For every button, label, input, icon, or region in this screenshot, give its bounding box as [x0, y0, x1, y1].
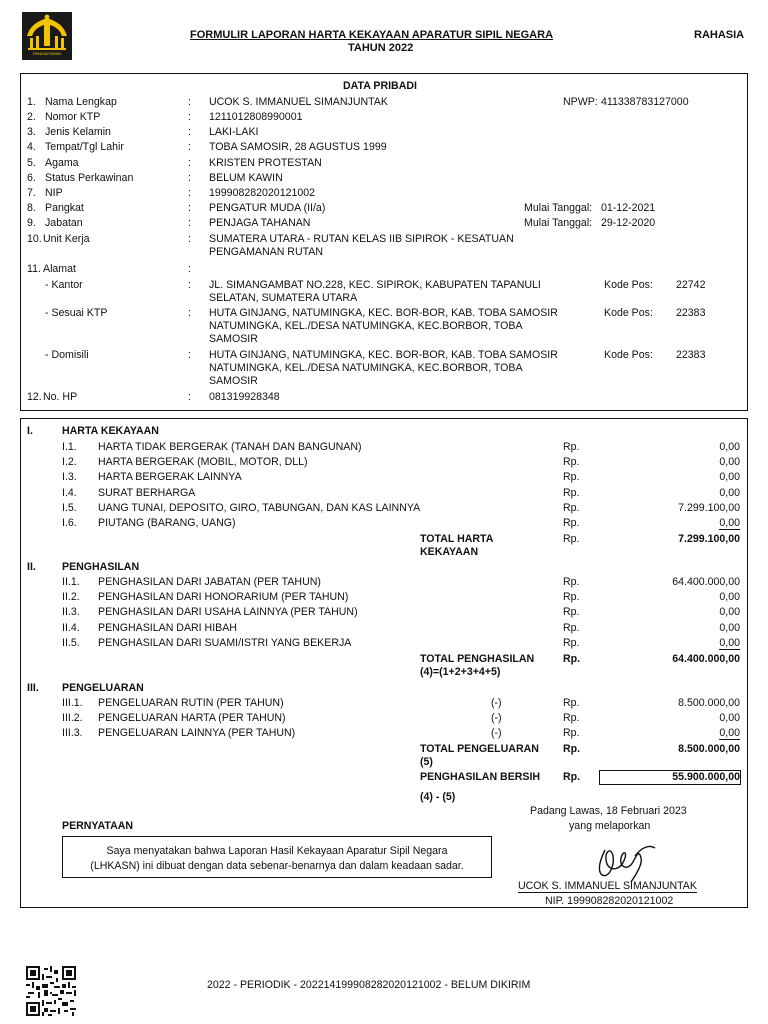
kodepos-label: Kode Pos: — [604, 279, 653, 291]
signature-role: yang melaporkan — [569, 820, 651, 832]
alamat-colon: : — [188, 263, 191, 275]
pengeluaran-item-label: PENGELUARAN LAINNYA (PER TAHUN) — [98, 727, 296, 740]
address-line: SAMOSIR — [209, 333, 258, 345]
address-type-label: - Domisili — [45, 349, 89, 361]
harta-item-label: HARTA BERGERAK LAINNYA — [98, 471, 242, 484]
harta-item-label: PIUTANG (BARANG, UANG) — [98, 517, 236, 529]
unit-label: Unit Kerja — [43, 233, 90, 245]
pengeluaran-total-amount: 8.500.000,00 — [678, 743, 740, 755]
pengeluaran-item-label: PENGELUARAN HARTA (PER TAHUN) — [98, 712, 286, 725]
harta-item-currency: Rp. — [563, 517, 580, 529]
pangkat-mulai-label: Mulai Tanggal: — [524, 202, 593, 214]
harta-item-amount: 0,00 — [719, 441, 740, 453]
pengeluaran-item-label: PENGELUARAN RUTIN (PER TAHUN) — [98, 697, 284, 709]
qr-code-icon — [26, 966, 76, 1016]
harta-item-label: HARTA TIDAK BERGERAK (TANAH DAN BANGUNAN) — [98, 441, 362, 453]
alamat-number: 11. — [27, 263, 41, 275]
penghasilan-item-currency: Rp. — [563, 636, 580, 649]
penghasilan-item-code: II.3. — [62, 606, 80, 619]
harta-section-title: HARTA KEKAYAAN — [62, 425, 159, 437]
address-type-label: - Sesuai KTP — [45, 307, 108, 319]
penghasilan-item-amount: 0,00 — [719, 636, 740, 649]
form-title: FORMULIR LAPORAN HARTA KEKAYAAN APARATUR SIPIL NEGARA — [190, 29, 554, 41]
penghasilan-item-amount: 0,00 — [719, 591, 740, 604]
penghasilan-item-currency: Rp. — [563, 591, 580, 604]
pengeluaran-item-sign: (-) — [491, 712, 502, 725]
unit-number: 10. — [27, 233, 42, 245]
bersih-currency: Rp. — [563, 771, 581, 783]
pengeluaran-total-label: TOTAL PENGELUARAN — [420, 743, 539, 755]
address-line: JL. SIMANGAMBAT NO.228, KEC. SIPIROK, KABUPATEN TAPANULI — [209, 279, 541, 291]
harta-item-label: SURAT BERHARGA — [98, 486, 196, 499]
personal-row-label: Nama Lengkap — [45, 96, 117, 108]
npwp-value: 411338783127000 — [601, 96, 689, 108]
pengeluaran-item-code: III.3. — [62, 727, 83, 740]
pengeluaran-item-amount: 0,00 — [719, 727, 740, 740]
pengeluaran-item-amount: 8.500.000,00 — [678, 697, 740, 709]
personal-row-label: Tempat/Tgl Lahir — [45, 141, 124, 153]
signature-nip: NIP. 199908282020121002 — [545, 895, 674, 907]
pernyataan-box — [62, 836, 492, 878]
address-colon: : — [188, 349, 191, 361]
penghasilan-total-amount: 64.400.000,00 — [672, 653, 740, 665]
hp-label: No. HP — [43, 391, 78, 403]
address-line: SELATAN, SUMATERA UTARA — [209, 292, 358, 304]
personal-section-title: DATA PRIBADI — [343, 80, 417, 92]
personal-row-number: 3. — [27, 126, 36, 138]
personal-row-label: Agama — [45, 157, 79, 169]
harta-total-amount: 7.299.100,00 — [678, 533, 740, 545]
address-line: NATUMINGKA, KEL./DESA NATUMINGKA, KEC.BORBOR, TOBA — [209, 320, 523, 332]
harta-item-amount: 0,00 — [719, 456, 740, 469]
penghasilan-total-label-2: (4)=(1+2+3+4+5) — [420, 666, 501, 678]
personal-row-number: 7. — [27, 187, 36, 199]
penghasilan-item-currency: Rp. — [563, 576, 580, 588]
bersih-label: PENGHASILAN BERSIH — [420, 771, 541, 783]
pengeluaran-section-title: PENGELUARAN — [62, 682, 144, 694]
jabatan-mulai-label: Mulai Tanggal: — [524, 217, 593, 229]
harta-item-currency: Rp. — [563, 441, 580, 453]
hp-value: 081319928348 — [209, 391, 280, 403]
harta-section-number: I. — [27, 425, 33, 437]
npwp-label: NPWP: — [563, 96, 598, 108]
form-year: TAHUN 2022 — [348, 42, 414, 54]
pernyataan-title: PERNYATAAN — [62, 820, 134, 832]
personal-row-value: TOBA SAMOSIR, 28 AGUSTUS 1999 — [209, 141, 387, 153]
personal-row-number: 1. — [27, 96, 36, 108]
personal-row-number: 8. — [27, 202, 36, 214]
bersih-formula: (4) - (5) — [420, 791, 456, 803]
address-colon: : — [188, 279, 191, 291]
personal-row-colon: : — [188, 187, 191, 199]
pernyataan-line-1: Saya menyatakan bahwa Laporan Hasil Kekayaan Aparatur Sipil Negara — [106, 845, 448, 857]
personal-row-colon: : — [188, 126, 191, 138]
harta-total-label: TOTAL HARTA — [420, 533, 494, 545]
handwritten-signature-icon — [585, 828, 665, 884]
harta-item-amount: 0,00 — [719, 486, 740, 499]
pengeluaran-item-sign: (-) — [491, 697, 502, 709]
address-type-label: - Kantor — [45, 279, 83, 291]
personal-row-label: Jabatan — [45, 217, 83, 229]
personal-row-colon: : — [188, 172, 191, 184]
personal-row-number: 2. — [27, 111, 36, 123]
penghasilan-item-code: II.4. — [62, 621, 80, 634]
penghasilan-section-number: II. — [27, 561, 36, 573]
penghasilan-item-label: PENGHASILAN DARI SUAMI/ISTRI YANG BEKERJA — [98, 636, 352, 649]
penghasilan-total-label: TOTAL PENGHASILAN — [420, 653, 535, 665]
personal-row-value: LAKI-LAKI — [209, 126, 259, 138]
personal-row-label: Pangkat — [45, 202, 84, 214]
personal-row-label: Status Perkawinan — [45, 172, 134, 184]
penghasilan-item-label: PENGHASILAN DARI JABATAN (PER TAHUN) — [98, 576, 321, 588]
harta-item-code: I.4. — [62, 486, 77, 499]
pengeluaran-item-amount: 0,00 — [719, 712, 740, 725]
address-colon: : — [188, 307, 191, 319]
harta-total-currency: Rp. — [563, 533, 580, 545]
penghasilan-item-label: PENGHASILAN DARI HIBAH — [98, 621, 237, 634]
harta-item-amount: 7.299.100,00 — [678, 501, 740, 514]
personal-row-colon: : — [188, 202, 191, 214]
personal-row-label: NIP — [45, 187, 63, 199]
personal-row-value: PENJAGA TAHANAN — [209, 217, 311, 229]
harta-item-currency: Rp. — [563, 501, 580, 514]
logo — [22, 12, 72, 60]
personal-row-value: BELUM KAWIN — [209, 172, 283, 184]
unit-colon: : — [188, 233, 191, 245]
alamat-label: Alamat — [43, 263, 76, 275]
signature-name: UCOK S. IMMANUEL SIMANJUNTAK — [518, 880, 697, 892]
kodepos-value: 22383 — [676, 307, 706, 319]
penghasilan-item-amount: 0,00 — [719, 621, 740, 634]
personal-row-value: 1211012808990001 — [209, 111, 303, 123]
harta-item-currency: Rp. — [563, 456, 580, 469]
personal-row-number: 5. — [27, 157, 36, 169]
pangkat-mulai-value: 01-12-2021 — [601, 202, 656, 214]
pengeluaran-total-currency: Rp. — [563, 743, 581, 755]
kodepos-label: Kode Pos: — [604, 307, 653, 319]
harta-item-currency: Rp. — [563, 486, 580, 499]
personal-row-colon: : — [188, 157, 191, 169]
personal-row-value: KRISTEN PROTESTAN — [209, 157, 322, 169]
penghasilan-item-amount: 64.400.000,00 — [672, 576, 740, 588]
harta-item-amount: 0,00 — [719, 471, 740, 484]
pengeluaran-item-currency: Rp. — [563, 697, 580, 709]
pengeluaran-item-sign: (-) — [491, 727, 502, 740]
pernyataan-line-2: (LHKASN) ini dibuat dengan data sebenar-benarnya dan dalam keadaan sadar. — [90, 860, 464, 872]
penghasilan-item-amount: 0,00 — [719, 606, 740, 619]
pengeluaran-item-code: III.2. — [62, 712, 83, 725]
pengeluaran-total-label-2: (5) — [420, 756, 433, 768]
footer-code: 2022 - PERIODIK - 2022141999082820201210​02 - BELUM DIKIRIM — [207, 979, 531, 991]
harta-item-code: I.2. — [62, 456, 77, 469]
personal-row-label: Nomor KTP — [45, 111, 101, 123]
address-line: SAMOSIR — [209, 375, 258, 387]
personal-row-colon: : — [188, 96, 191, 108]
personal-row-number: 6. — [27, 172, 36, 184]
pengeluaran-item-currency: Rp. — [563, 712, 580, 725]
personal-row-value: 199908282020121002 — [209, 187, 316, 199]
personal-row-value: UCOK S. IMMANUEL SIMANJUNTAK — [209, 96, 388, 108]
pengeluaran-section-number: III. — [27, 682, 39, 694]
unit-value-line-1: SUMATERA UTARA - RUTAN KELAS IIB SIPIROK - KESATUAN — [209, 233, 514, 245]
personal-row-colon: : — [188, 217, 191, 229]
personal-row-number: 9. — [27, 217, 36, 229]
penghasilan-item-currency: Rp. — [563, 621, 580, 634]
penghasilan-item-code: II.1. — [62, 576, 80, 588]
penghasilan-total-currency: Rp. — [563, 653, 581, 665]
address-line: HUTA GINJANG, NATUMINGKA, KEC. BOR-BOR, KAB. TOBA SAMOSIR — [209, 349, 558, 361]
harta-item-code: I.6. — [62, 517, 77, 529]
kodepos-value: 22383 — [676, 349, 706, 361]
penghasilan-item-code: II.5. — [62, 636, 80, 649]
harta-item-label: HARTA BERGERAK (MOBIL, MOTOR, DLL) — [98, 456, 308, 469]
signature-place-date: Padang Lawas, 18 Februari 2023 — [530, 805, 687, 817]
personal-row-label: Jenis Kelamin — [45, 126, 111, 138]
address-line: NATUMINGKA, KEL./DESA NATUMINGKA, KEC.BORBOR, TOBA — [209, 362, 523, 374]
personal-row-number: 4. — [27, 141, 36, 153]
pengeluaran-item-currency: Rp. — [563, 727, 580, 740]
jabatan-mulai-value: 29-12-2020 — [601, 217, 656, 229]
harta-item-code: I.1. — [62, 441, 77, 453]
personal-row-colon: : — [188, 111, 191, 123]
penghasilan-item-code: II.2. — [62, 591, 80, 604]
kodepos-value: 22742 — [676, 279, 706, 291]
logo-text: PENGAYOMAN — [32, 51, 62, 56]
personal-row-colon: : — [188, 141, 191, 153]
harta-item-amount: 0,00 — [719, 517, 740, 529]
harta-item-code: I.3. — [62, 471, 77, 484]
kodepos-label: Kode Pos: — [604, 349, 653, 361]
penghasilan-item-label: PENGHASILAN DARI USAHA LAINNYA (PER TAHUN) — [98, 606, 358, 619]
personal-row-value: PENGATUR MUDA (II/a) — [209, 202, 326, 214]
penghasilan-item-currency: Rp. — [563, 606, 580, 619]
harta-item-code: I.5. — [62, 501, 77, 514]
harta-item-currency: Rp. — [563, 471, 580, 484]
penghasilan-section-title: PENGHASILAN — [62, 561, 140, 573]
hp-number: 12. — [27, 391, 42, 403]
penghasilan-item-label: PENGHASILAN DARI HONORARIUM (PER TAHUN) — [98, 591, 349, 604]
address-line: HUTA GINJANG, NATUMINGKA, KEC. BOR-BOR, KAB. TOBA SAMOSIR — [209, 307, 558, 319]
pengeluaran-item-code: III.1. — [62, 697, 83, 709]
unit-value-line-2: PENGAMANAN RUTAN — [209, 246, 323, 258]
hp-colon: : — [188, 391, 191, 403]
bersih-amount: 55.900.000,00 — [672, 771, 740, 783]
classification-label: RAHASIA — [694, 29, 745, 41]
harta-total-label-2: KEKAYAAN — [420, 546, 479, 558]
harta-item-label: UANG TUNAI, DEPOSITO, GIRO, TABUNGAN, DAN KAS LAINNYA — [98, 501, 421, 514]
